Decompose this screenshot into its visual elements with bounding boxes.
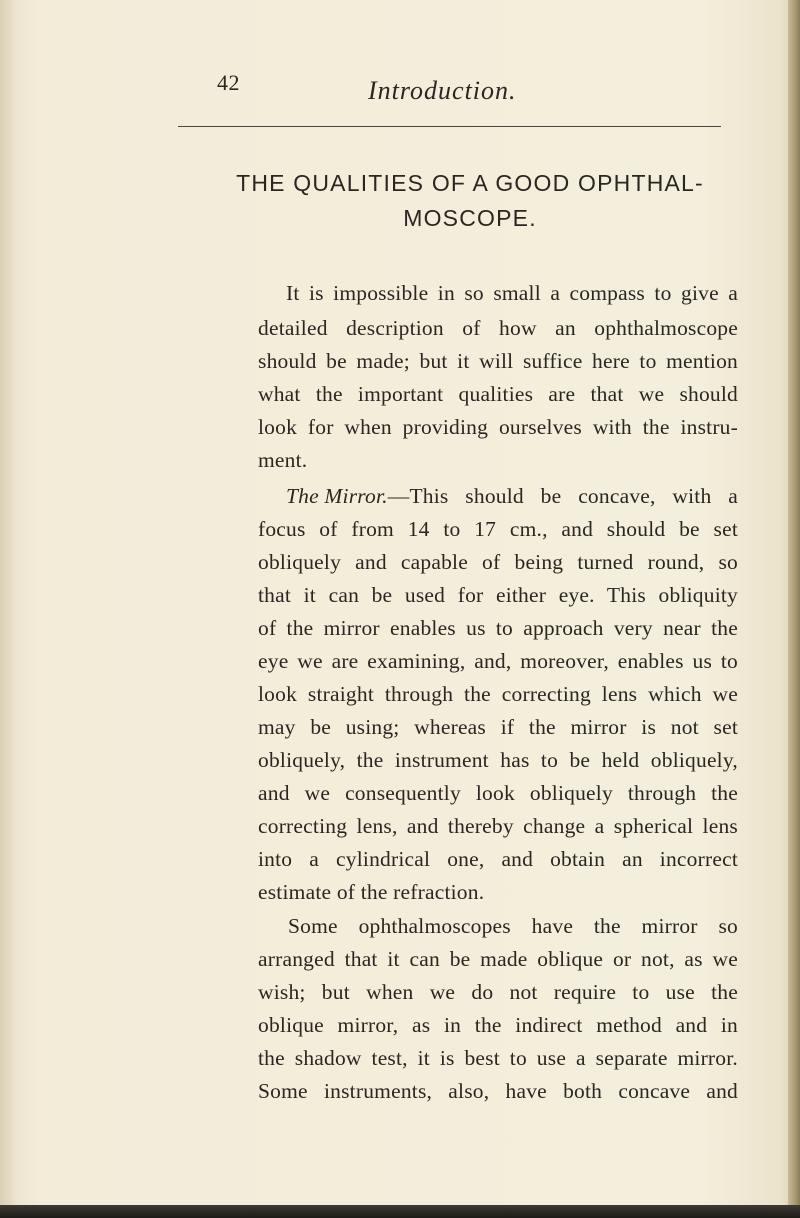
page-number: 42 (217, 70, 240, 95)
page-edge-bottom (0, 1205, 800, 1218)
header-rule (178, 126, 721, 127)
text-line: should be made; but it will suffice here to mention (258, 349, 738, 373)
text-line (286, 481, 738, 511)
text-line: estimate of the refraction. (258, 880, 485, 904)
text-line: that it can be used for either eye. This obliquity (258, 583, 738, 607)
text-line: focus of from 14 to 17 cm., and should be set (258, 517, 738, 541)
text-line: look for when providing ourselves with the instru- (258, 415, 738, 439)
text-line: arranged that it can be made oblique or not, as we (258, 947, 738, 971)
text-line: Some ophthalmoscopes have the mirror so (288, 914, 738, 938)
text-line: into a cylindrical one, and obtain an incorrect (258, 847, 738, 871)
text-line: correcting lens, and thereby change a spherical lens (258, 814, 738, 838)
text-line: may be using; whereas if the mirror is not set (258, 715, 738, 739)
text-line: wish; but when we do not require to use the (258, 980, 738, 1004)
section-heading-line-2: MOSCOPE. (403, 205, 537, 231)
subheading-mirror: The Mirror. (286, 484, 388, 508)
text-line: obliquely and capable of being turned round, so (258, 550, 738, 574)
text-line: Some instruments, also, have both concave and (258, 1079, 738, 1103)
text-line: what the important qualities are that we should (258, 382, 738, 406)
text-line: look straight through the correcting lens which we (258, 682, 738, 706)
text-line: obliquely, the instrument has to be held obliquely, (258, 748, 738, 772)
text-line: the shadow test, it is best to use a separate mirror. (258, 1046, 738, 1070)
text-line-rest: —This should be concave, with a (387, 484, 738, 508)
text-line: and we consequently look obliquely through the (258, 781, 738, 805)
running-head: Introduction. (368, 76, 517, 105)
text-line: oblique mirror, as in the indirect method and in (258, 1013, 738, 1037)
text-line: eye we are examining, and, moreover, enables us to (258, 649, 738, 673)
text-line: ment. (258, 448, 308, 472)
text-line: detailed description of how an ophthalmoscope (258, 316, 738, 340)
text-line: of the mirror enables us to approach very near the (258, 616, 738, 640)
text-line: It is impossible in so small a compass to give a (286, 281, 738, 305)
section-heading-line-1: THE QUALITIES OF A GOOD OPHTHAL- (236, 170, 704, 196)
page-edge-right (788, 0, 800, 1205)
section-heading (210, 166, 730, 236)
gutter-shadow (0, 0, 16, 1218)
